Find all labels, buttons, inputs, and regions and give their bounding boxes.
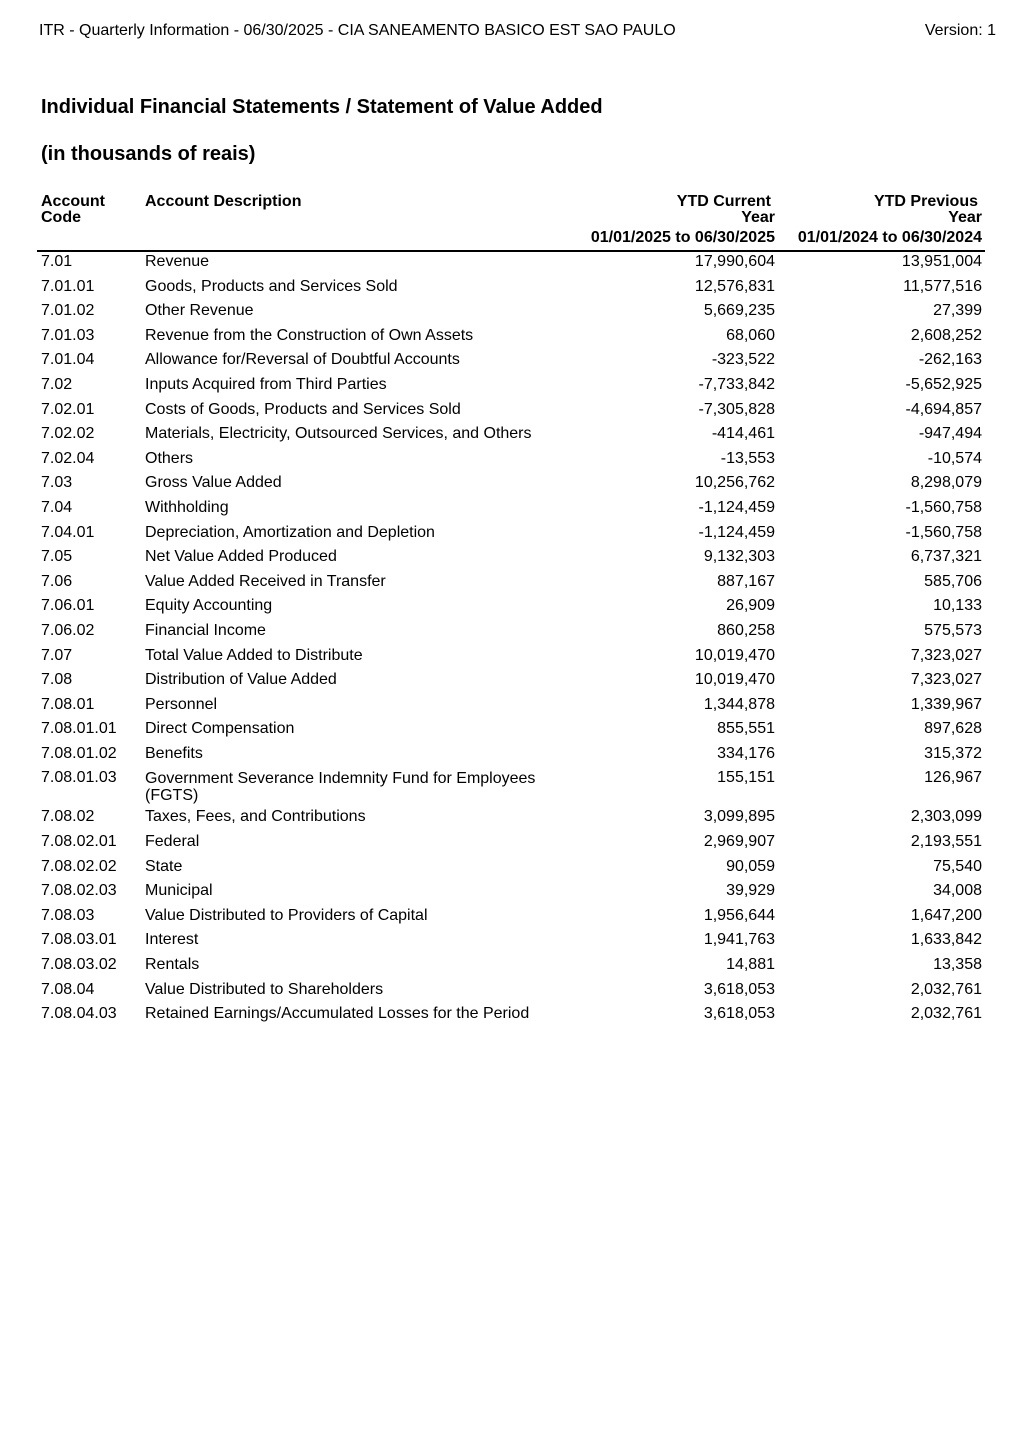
table-row [37, 472, 985, 497]
current-value: -7,305,828 [698, 400, 775, 418]
table-row [37, 595, 985, 620]
current-value: 1,941,763 [703, 931, 775, 949]
current-value: 2,969,907 [703, 833, 775, 851]
table-row [37, 905, 985, 930]
account-code: 7.08.02.03 [41, 882, 117, 900]
account-code: 7.01 [41, 253, 73, 270]
previous-value: 2,193,551 [910, 833, 982, 851]
previous-value: 585,706 [924, 572, 982, 590]
column-header-current-period: 01/01/2025 to 06/30/2025 [590, 229, 775, 246]
previous-value: 2,032,761 [910, 1005, 982, 1023]
table-row [37, 718, 985, 743]
table-header [37, 194, 985, 252]
account-code: 7.02.04 [41, 449, 95, 467]
account-code: 7.02.01 [41, 400, 95, 418]
table-body [37, 251, 985, 1028]
previous-value: -1,560,758 [905, 498, 982, 516]
previous-value: 13,358 [933, 956, 982, 974]
account-description: Withholding [145, 498, 229, 516]
table-row [37, 880, 985, 905]
previous-value: 34,008 [933, 882, 982, 900]
previous-value: 6,737,321 [910, 548, 982, 566]
current-value: 1,956,644 [703, 906, 775, 924]
account-description: Depreciation, Amortization and Depletion [145, 523, 435, 541]
current-value: 855,551 [717, 720, 775, 738]
table-row [37, 743, 985, 768]
account-code: 7.08.01.03 [41, 769, 117, 787]
table-row [37, 374, 985, 399]
previous-value: 126,967 [924, 769, 982, 787]
column-header-current-line2: Year [741, 209, 775, 226]
account-description: Other Revenue [145, 302, 254, 320]
account-description: Benefits [145, 744, 203, 762]
account-code: 7.02 [41, 375, 73, 393]
column-header-previous-line1: YTD Previous [873, 193, 978, 210]
account-description: Personnel [145, 695, 218, 713]
table-row [37, 954, 985, 979]
current-value: 155,151 [717, 769, 775, 787]
table-row [37, 546, 985, 571]
previous-value: 7,323,027 [910, 646, 982, 664]
account-code: 7.08.01.01 [41, 720, 117, 738]
account-description: Revenue [145, 253, 210, 270]
column-header-previous-line2: Year [948, 209, 982, 226]
document-title: ITR - Quarterly Information - 06/30/2025 - CIA SANEAMENTO BASICO EST SAO PAULO [39, 22, 676, 39]
column-header-current-line1: YTD Current [676, 193, 771, 210]
account-code: 7.08.03.01 [41, 931, 117, 949]
column-header-previous [762, 193, 982, 246]
account-code: 7.08.03.02 [41, 956, 117, 974]
column-header-code-line1: Account [41, 193, 105, 210]
account-code: 7.01.04 [41, 351, 95, 369]
table-row [37, 349, 985, 374]
account-description: Allowance for/Reversal of Doubtful Accounts [145, 351, 460, 369]
account-code: 7.03 [41, 474, 73, 492]
current-value: 10,019,470 [694, 671, 775, 689]
current-value: -1,124,459 [698, 523, 775, 541]
current-value: 334,176 [717, 744, 775, 762]
table-row [37, 979, 985, 1004]
column-header-code-line2: Code [41, 209, 81, 226]
table-row [37, 645, 985, 670]
account-code: 7.08 [41, 671, 73, 689]
previous-value: -262,163 [918, 351, 982, 369]
account-description: Value Added Received in Transfer [145, 572, 386, 590]
current-value: 17,990,604 [694, 253, 775, 270]
table-row [37, 669, 985, 694]
current-value: 3,618,053 [703, 980, 775, 998]
previous-value: 315,372 [924, 744, 982, 762]
table-row [37, 1003, 985, 1028]
previous-value: 7,323,027 [910, 671, 982, 689]
column-header-previous-period: 01/01/2024 to 06/30/2024 [797, 229, 982, 246]
table-row [37, 620, 985, 645]
previous-value: -5,652,925 [905, 375, 982, 393]
previous-value: 2,032,761 [910, 980, 982, 998]
table-row [37, 497, 985, 522]
account-description: Materials, Electricity, Outsourced Services, and Others [145, 425, 532, 443]
account-description: Total Value Added to Distribute [145, 646, 363, 664]
previous-value: 897,628 [924, 720, 982, 738]
table-row [37, 694, 985, 719]
account-code: 7.07 [41, 646, 73, 664]
statement-title: Individual Financial Statements / Statement of Value Added [41, 96, 603, 118]
account-code: 7.06.01 [41, 597, 95, 615]
account-description: Government Severance Indemnity Fund for Employees (FGTS) [145, 770, 536, 805]
account-description: Revenue from the Construction of Own Assets [145, 326, 474, 344]
account-code: 7.08.03 [41, 906, 95, 924]
account-description: Retained Earnings/Accumulated Losses for the Period [145, 1005, 530, 1023]
column-header-code [41, 194, 131, 226]
previous-value: 8,298,079 [910, 474, 982, 492]
previous-value: 1,339,967 [910, 695, 982, 713]
current-value: 90,059 [726, 857, 775, 875]
table-row [37, 448, 985, 473]
table-row [37, 767, 985, 806]
account-description: Rentals [145, 956, 200, 974]
table-row [37, 251, 985, 276]
previous-value: 11,577,516 [903, 277, 982, 295]
account-description: Equity Accounting [145, 597, 273, 615]
previous-value: 2,303,099 [910, 808, 982, 826]
account-description: Others [145, 449, 194, 467]
account-description: Interest [145, 931, 199, 949]
current-value: 860,258 [717, 621, 775, 639]
previous-value: 2,608,252 [910, 326, 982, 344]
previous-value: 27,399 [933, 302, 982, 320]
current-value: -414,461 [711, 425, 775, 443]
account-description: Inputs Acquired from Third Parties [145, 375, 387, 393]
account-description: Taxes, Fees, and Contributions [145, 808, 366, 826]
previous-value: -10,574 [927, 449, 982, 467]
previous-value: 75,540 [933, 857, 982, 875]
account-code: 7.08.02.02 [41, 857, 117, 875]
column-header-current [555, 193, 775, 246]
table-row [37, 325, 985, 350]
account-description: Value Distributed to Shareholders [145, 980, 384, 998]
current-value: 3,099,895 [703, 808, 775, 826]
account-code: 7.06 [41, 572, 73, 590]
current-value: 10,256,762 [694, 474, 775, 492]
previous-value: -4,694,857 [905, 400, 982, 418]
previous-value: -1,560,758 [905, 523, 982, 541]
account-description: State [145, 857, 183, 875]
current-value: 39,929 [726, 882, 775, 900]
account-code: 7.04.01 [41, 523, 95, 541]
current-value: 3,618,053 [703, 1005, 775, 1023]
account-code: 7.01.02 [41, 302, 95, 320]
current-value: 68,060 [726, 326, 775, 344]
account-description: Net Value Added Produced [145, 548, 337, 566]
account-description: Municipal [145, 882, 213, 900]
account-code: 7.08.02.01 [41, 833, 117, 851]
current-value: -13,553 [720, 449, 775, 467]
account-description: Federal [145, 833, 200, 851]
previous-value: -947,494 [918, 425, 982, 443]
account-code: 7.08.02 [41, 808, 95, 826]
table-row [37, 929, 985, 954]
account-description: Distribution of Value Added [145, 671, 337, 689]
table-row [37, 423, 985, 448]
account-code: 7.02.02 [41, 425, 95, 443]
table-row [37, 276, 985, 301]
table-row [37, 522, 985, 547]
current-value: 26,909 [726, 597, 775, 615]
table-row [37, 300, 985, 325]
account-code: 7.01.03 [41, 326, 95, 344]
account-code: 7.01.01 [41, 277, 95, 295]
current-value: 9,132,303 [703, 548, 775, 566]
account-description: Financial Income [145, 621, 266, 639]
previous-value: 13,951,004 [901, 253, 982, 270]
previous-value: 575,573 [924, 621, 982, 639]
account-code: 7.08.04 [41, 980, 95, 998]
account-code: 7.05 [41, 548, 73, 566]
current-value: 1,344,878 [703, 695, 775, 713]
previous-value: 10,133 [933, 597, 982, 615]
account-code: 7.08.01 [41, 695, 95, 713]
account-description: Direct Compensation [145, 720, 295, 738]
account-code: 7.08.04.03 [41, 1005, 117, 1023]
table-row [37, 571, 985, 596]
table-row [37, 399, 985, 424]
version-label: Version: 1 [924, 22, 996, 39]
current-value: -1,124,459 [698, 498, 775, 516]
account-code: 7.04 [41, 498, 73, 516]
table-row [37, 856, 985, 881]
current-value: 5,669,235 [703, 302, 775, 320]
current-value: 887,167 [717, 572, 775, 590]
table-row [37, 806, 985, 831]
table-row [37, 831, 985, 856]
current-value: -7,733,842 [698, 375, 775, 393]
account-description: Costs of Goods, Products and Services Sold [145, 400, 461, 418]
current-value: 14,881 [726, 956, 775, 974]
current-value: 12,576,831 [694, 277, 775, 295]
account-description: Gross Value Added [145, 474, 282, 492]
current-value: 10,019,470 [694, 646, 775, 664]
account-code: 7.06.02 [41, 621, 95, 639]
previous-value: 1,647,200 [910, 906, 982, 924]
column-header-description: Account Description [145, 193, 302, 210]
account-code: 7.08.01.02 [41, 744, 117, 762]
previous-value: 1,633,842 [910, 931, 982, 949]
account-description: Goods, Products and Services Sold [145, 277, 398, 295]
account-description: Value Distributed to Providers of Capital [145, 906, 428, 924]
statement-units: (in thousands of reais) [41, 143, 256, 165]
current-value: -323,522 [711, 351, 775, 369]
